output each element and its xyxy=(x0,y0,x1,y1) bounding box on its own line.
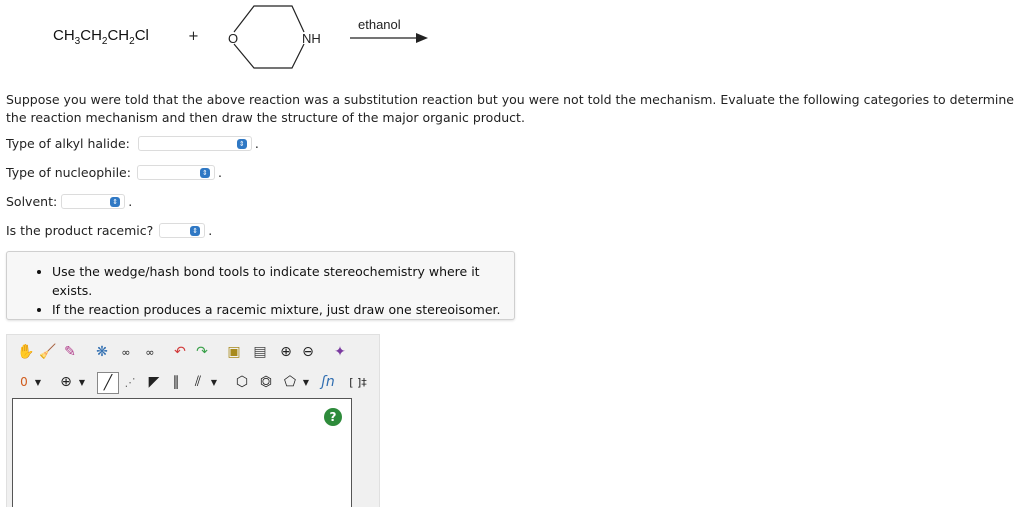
solvent-select[interactable] xyxy=(61,194,125,209)
hint-item: • If the reaction produces a racemic mixture, just draw one stereoisomer. xyxy=(52,300,514,319)
ring-oxygen-label: O xyxy=(228,31,239,46)
solvent-label: ethanol xyxy=(358,17,401,32)
racemic-select[interactable] xyxy=(159,223,205,238)
eraser-icon[interactable]: 🧹 xyxy=(39,344,57,360)
hint-item: • Use the wedge/hash bond tools to indicate stereochemistry where it exists. xyxy=(52,262,514,300)
wedge-bond-icon[interactable]: ◤ xyxy=(148,374,160,390)
alkyl-halide-select[interactable] xyxy=(138,136,252,151)
solvent-field-label: Solvent: xyxy=(6,194,58,209)
bracket-tool[interactable]: [ ]‡ xyxy=(349,375,367,389)
plus-charge-icon[interactable]: ⊕ xyxy=(60,374,72,390)
drawing-canvas[interactable] xyxy=(12,398,352,507)
chevron-down-icon[interactable]: ▼ xyxy=(210,377,218,387)
ring-template-icon[interactable]: ❋ xyxy=(96,344,108,360)
alkyl-halide-row xyxy=(6,136,259,151)
racemic-label: Is the product racemic? xyxy=(6,223,154,238)
hint-box xyxy=(6,251,515,320)
period: . xyxy=(254,136,259,151)
solvent-row xyxy=(6,194,132,209)
nucleophile-select[interactable] xyxy=(137,165,215,180)
copy-icon[interactable]: ▣ xyxy=(227,344,241,360)
hand-tool-icon[interactable]: ✋ xyxy=(17,344,35,360)
select-arrow-icon: ⇕ xyxy=(110,197,120,207)
period: . xyxy=(128,194,133,209)
chevron-down-icon[interactable]: ▼ xyxy=(34,377,42,387)
reactant-formula: $CH_3CH_2CH_2Cl$ xyxy=(53,27,149,47)
triple-bond-icon[interactable]: ⫽ xyxy=(194,374,202,390)
clean-icon[interactable]: ✦ xyxy=(334,344,346,360)
redo-icon[interactable]: ↷ xyxy=(196,344,208,360)
reaction-arrow xyxy=(350,32,430,44)
period: . xyxy=(208,223,213,238)
ungroup-icon[interactable]: ∞ xyxy=(145,345,155,359)
chevron-down-icon[interactable]: ▼ xyxy=(78,377,86,387)
hash-bond-icon[interactable]: ⋰ xyxy=(124,375,136,389)
polymer-icon[interactable]: ʃn xyxy=(321,374,335,390)
double-bond-icon[interactable]: ∥ xyxy=(172,374,180,390)
nucleophile-label: Type of nucleophile: xyxy=(6,165,131,180)
cyclohexane-icon[interactable]: ⬡ xyxy=(235,374,249,390)
lasso-icon[interactable]: ✎ xyxy=(64,344,76,360)
select-arrow-icon: ⇕ xyxy=(237,139,247,149)
benzene-icon[interactable]: ⏣ xyxy=(259,374,273,390)
plus-sign: + xyxy=(188,29,199,44)
nucleophile-row xyxy=(6,165,222,180)
zoom-out-icon[interactable]: ⊖ xyxy=(302,344,314,360)
ring-nh-label: NH xyxy=(302,31,321,46)
chevron-down-icon[interactable]: ▼ xyxy=(302,377,310,387)
cyclopentane-icon[interactable]: ⬠ xyxy=(283,374,297,390)
alkyl-halide-label: Type of alkyl halide: xyxy=(6,136,130,151)
select-arrow-icon: ⇕ xyxy=(190,226,200,236)
single-bond-icon[interactable]: ╱ xyxy=(97,372,119,394)
racemic-row xyxy=(6,223,212,238)
group-icon[interactable]: ∞ xyxy=(121,345,131,359)
undo-icon[interactable]: ↶ xyxy=(174,344,186,360)
zoom-in-icon[interactable]: ⊕ xyxy=(280,344,292,360)
question-text: Suppose you were told that the above reaction was a substitution reaction but you were not told the mechanism. Evaluate the following categories to determine the reaction mechanism and then draw the structure of the major organic product. xyxy=(6,92,1014,125)
select-arrow-icon: ⇕ xyxy=(200,168,210,178)
help-icon[interactable]: ? xyxy=(324,408,342,426)
period: . xyxy=(217,165,222,180)
camera-icon[interactable]: ▤ xyxy=(253,344,267,360)
charge-tool[interactable]: 0 xyxy=(20,375,28,389)
